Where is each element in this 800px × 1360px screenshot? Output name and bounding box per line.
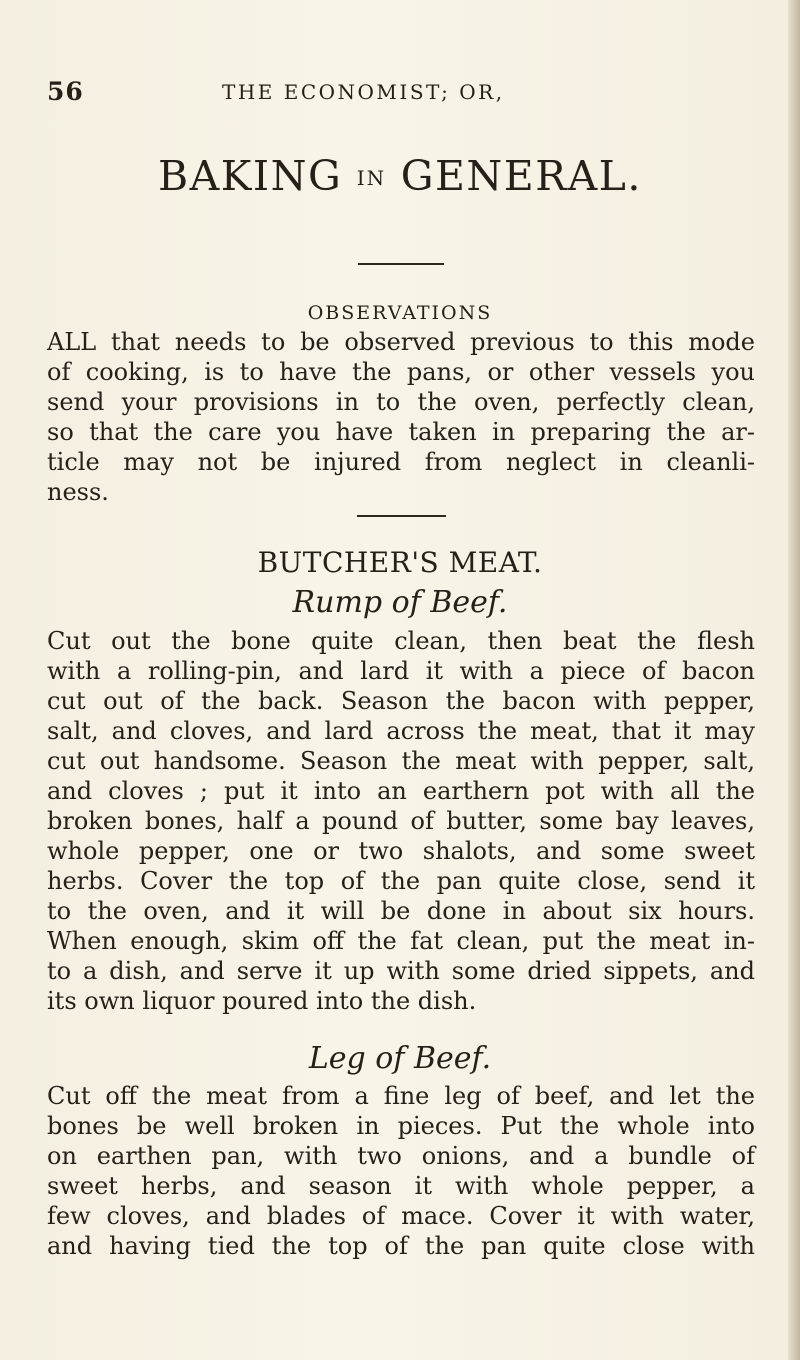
text-line: so that the care you have taken in preparing the ar- [47,418,755,446]
text-line: cut out of the back. Season the bacon with pepper, [47,687,755,715]
text-line: ness. [47,478,109,506]
text-line: sweet herbs, and season it with whole pepper, a [47,1172,755,1200]
leg-of-beef-heading: Leg of Beef. [308,1041,492,1076]
section-divider [358,263,444,265]
page-number: 56 [47,77,84,106]
chapter-title [0,153,800,201]
text-line: to the oven, and it will be done in about six hours. [47,897,755,925]
text-line: and cloves ; put it into an earthern pot with all the [47,777,755,805]
chapter-title-end: GENERAL. [386,152,642,200]
text-line: herbs. Cover the top of the pan quite close, send it [47,867,755,895]
text-line: cut out handsome. Season the meat with pepper, salt, [47,747,755,775]
text-line: salt, and cloves, and lard across the meat, that it may [47,717,755,745]
rump-of-beef-paragraph [47,626,755,1016]
text-line: send your provisions in to the oven, perfectly clean, [47,388,755,416]
text-line: with a rolling-pin, and lard it with a piece of bacon [47,657,755,685]
text-line: Cut off the meat from a fine leg of beef, and let the [47,1082,755,1110]
text-line: ticle may not be injured from neglect in cleanli- [47,448,755,476]
text-line: to a dish, and serve it up with some dried sippets, and [47,957,755,985]
page-edge-shadow [788,0,800,1360]
text-line: of cooking, is to have the pans, or other vessels you [47,358,755,386]
section-divider [357,515,446,517]
running-head [0,77,800,107]
running-title: THE ECONOMIST; OR, [222,80,505,104]
text-line: on earthen pan, with two onions, and a bundle of [47,1142,755,1170]
text-line: whole pepper, one or two shalots, and some sweet [47,837,755,865]
text-line: ALL that needs to be observed previous to this mode [47,328,755,356]
rump-of-beef-heading: Rump of Beef. [292,585,508,620]
text-line: Cut out the bone quite clean, then beat the flesh [47,627,755,655]
chapter-title-main: BAKING [158,152,357,200]
butchers-meat-heading: BUTCHER'S MEAT. [257,546,543,579]
observations-paragraph [47,327,755,507]
observations-heading: OBSERVATIONS [307,302,493,324]
text-line: When enough, skim off the fat clean, put the meat in- [47,927,755,955]
chapter-title-small-word: IN [356,166,387,190]
text-line: its own liquor poured into the dish. [47,987,477,1015]
text-line: and having tied the top of the pan quite close with [47,1232,755,1260]
text-line: bones be well broken in pieces. Put the whole into [47,1112,755,1140]
leg-of-beef-paragraph [47,1081,755,1261]
text-line: broken bones, half a pound of butter, some bay leaves, [47,807,755,835]
text-line: few cloves, and blades of mace. Cover it with water, [47,1202,755,1230]
